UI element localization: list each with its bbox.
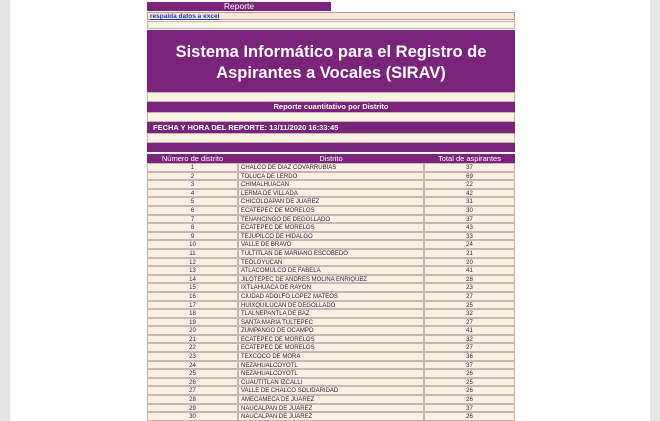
- total-cell: 26: [424, 369, 515, 378]
- table-row: [147, 412, 515, 421]
- district-number-cell: 14: [147, 275, 238, 284]
- total-cell: 31: [424, 197, 515, 206]
- table-row: [147, 258, 515, 267]
- total-cell: 25: [424, 301, 515, 310]
- report-subtitle: Reporte cuantitativo por Distrito: [147, 102, 515, 112]
- total-cell: 69: [424, 172, 515, 181]
- district-name-cell: NAUCALPAN DE JUAREZ: [238, 404, 424, 413]
- district-name-cell: NEZAHUALCOYOTL: [238, 369, 424, 378]
- total-cell: 21: [424, 249, 515, 258]
- table-row: [147, 163, 515, 172]
- district-name-cell: ZUMPANGO DE OCAMPO: [238, 326, 424, 335]
- total-cell: 33: [424, 232, 515, 241]
- district-name-cell: ECATEPEC DE MORELOS: [238, 335, 424, 344]
- banner-title-line1: Sistema Informático para el Registro de: [175, 43, 487, 61]
- spacer-row: [147, 92, 515, 102]
- district-number-cell: 8: [147, 223, 238, 232]
- district-number-cell: 28: [147, 395, 238, 404]
- table-body: [147, 163, 515, 421]
- table-row: [147, 240, 515, 249]
- district-number-cell: 10: [147, 240, 238, 249]
- district-number-cell: 3: [147, 180, 238, 189]
- spacer-row: [147, 112, 515, 122]
- district-name-cell: TOLUCA DE LERDO: [238, 172, 424, 181]
- table-row: [147, 189, 515, 198]
- district-number-cell: 11: [147, 249, 238, 258]
- table-row: [147, 352, 515, 361]
- district-number-cell: 16: [147, 292, 238, 301]
- district-name-cell: AMECAMECA DE JUAREZ: [238, 395, 424, 404]
- header-district: Distrito: [319, 154, 343, 163]
- total-cell: 30: [424, 206, 515, 215]
- district-name-cell: VALLE DE BRAVO: [238, 240, 424, 249]
- total-cell: 37: [424, 404, 515, 413]
- banner-title-line2: Aspirantes a Vocales (SIRAV): [216, 64, 446, 82]
- district-number-cell: 26: [147, 378, 238, 387]
- total-cell: 41: [424, 266, 515, 275]
- district-name-cell: SANTA MARIA TULTEPEC: [238, 318, 424, 327]
- district-name-cell: LERMA DE VILLADA: [238, 189, 424, 198]
- total-cell: 22: [424, 180, 515, 189]
- table-row: [147, 404, 515, 413]
- table-row: [147, 266, 515, 275]
- district-name-cell: JILOTEPEC DE ANDRES MOLINA ENRIQUEZ: [238, 275, 424, 284]
- district-name-cell: TEJUPILCO DE HIDALGO: [238, 232, 424, 241]
- total-cell: 37: [424, 163, 515, 172]
- report-tab[interactable]: Reporte: [147, 2, 331, 11]
- table-row: [147, 180, 515, 189]
- table-row: [147, 309, 515, 318]
- district-table: [147, 154, 515, 421]
- table-row: [147, 386, 515, 395]
- table-header: [147, 154, 515, 163]
- table-row: [147, 215, 515, 224]
- total-cell: 28: [424, 275, 515, 284]
- district-number-cell: 17: [147, 301, 238, 310]
- district-number-cell: 30: [147, 412, 238, 421]
- total-cell: 26: [424, 395, 515, 404]
- district-number-cell: 29: [147, 404, 238, 413]
- district-number-cell: 24: [147, 361, 238, 370]
- district-number-cell: 6: [147, 206, 238, 215]
- district-name-cell: CHICOLOAPAN DE JUAREZ: [238, 197, 424, 206]
- district-number-cell: 20: [147, 326, 238, 335]
- table-row: [147, 283, 515, 292]
- total-cell: 27: [424, 318, 515, 327]
- report-datetime: FECHA Y HORA DEL REPORTE: 13/11/2020 16:33:45: [147, 122, 515, 133]
- table-row: [147, 343, 515, 352]
- table-row: [147, 249, 515, 258]
- total-cell: 36: [424, 352, 515, 361]
- total-cell: 32: [424, 335, 515, 344]
- district-name-cell: NEZAHUALCOYOTL: [238, 361, 424, 370]
- header-strip: [147, 143, 515, 152]
- district-name-cell: CHIMALHUACAN: [238, 180, 424, 189]
- total-cell: 24: [424, 240, 515, 249]
- table-row: [147, 318, 515, 327]
- report-page: [10, 0, 650, 421]
- table-row: [147, 232, 515, 241]
- district-name-cell: TEXCOCO DE MORA: [238, 352, 424, 361]
- district-name-cell: CUAUTITLAN IZCALLI: [238, 378, 424, 387]
- total-cell: 26: [424, 412, 515, 421]
- total-cell: 26: [424, 386, 515, 395]
- table-row: [147, 378, 515, 387]
- header-district-number: Número de distrito: [161, 154, 224, 163]
- district-name-cell: ECATEPEC DE MORELOS: [238, 223, 424, 232]
- district-number-cell: 4: [147, 189, 238, 198]
- table-row: [147, 172, 515, 181]
- district-name-cell: HUIXQUILUCAN DE DEGOLLADO: [238, 301, 424, 310]
- district-name-cell: ATLACOMULCO DE FABELA: [238, 266, 424, 275]
- district-name-cell: IXTLAHUACA DE RAYON: [238, 283, 424, 292]
- district-number-cell: 9: [147, 232, 238, 241]
- district-name-cell: ECATEPEC DE MORELOS: [238, 206, 424, 215]
- district-number-cell: 21: [147, 335, 238, 344]
- total-cell: 37: [424, 215, 515, 224]
- spacer-row: [147, 21, 515, 29]
- district-number-cell: 15: [147, 283, 238, 292]
- table-row: [147, 395, 515, 404]
- system-banner: [147, 30, 515, 92]
- district-number-cell: 25: [147, 369, 238, 378]
- district-number-cell: 22: [147, 343, 238, 352]
- spacer-row: [147, 133, 515, 143]
- district-number-cell: 27: [147, 386, 238, 395]
- district-name-cell: TEOLOYUCAN: [238, 258, 424, 267]
- table-row: [147, 361, 515, 370]
- export-bar: [147, 12, 515, 20]
- district-name-cell: NAUCALPAN DE JUAREZ: [238, 412, 424, 421]
- export-excel-link[interactable]: respalda datos a excel: [150, 13, 220, 20]
- table-row: [147, 197, 515, 206]
- district-name-cell: CIUDAD ADOLFO LOPEZ MATEOS: [238, 292, 424, 301]
- district-name-cell: ECATEPEC DE MORELOS: [238, 343, 424, 352]
- table-row: [147, 326, 515, 335]
- district-name-cell: TLALNEPANTLA DE BAZ: [238, 309, 424, 318]
- total-cell: 23: [424, 283, 515, 292]
- header-total: Total de aspirantes: [438, 154, 501, 163]
- district-number-cell: 1: [147, 163, 238, 172]
- district-number-cell: 18: [147, 309, 238, 318]
- district-number-cell: 12: [147, 258, 238, 267]
- table-row: [147, 335, 515, 344]
- table-row: [147, 369, 515, 378]
- total-cell: 27: [424, 343, 515, 352]
- table-row: [147, 206, 515, 215]
- district-name-cell: TENANCINGO DE DEGOLLADO: [238, 215, 424, 224]
- district-name-cell: TULTITLAN DE MARIANO ESCOBEDO: [238, 249, 424, 258]
- total-cell: 32: [424, 309, 515, 318]
- total-cell: 27: [424, 292, 515, 301]
- table-row: [147, 301, 515, 310]
- table-row: [147, 275, 515, 284]
- total-cell: 42: [424, 189, 515, 198]
- district-name-cell: CHALCO DE DIAZ COVARRUBIAS: [238, 163, 424, 172]
- table-row: [147, 223, 515, 232]
- district-number-cell: 23: [147, 352, 238, 361]
- district-number-cell: 19: [147, 318, 238, 327]
- district-name-cell: VALLE DE CHALCO SOLIDARIDAD: [238, 386, 424, 395]
- district-number-cell: 7: [147, 215, 238, 224]
- table-row: [147, 292, 515, 301]
- total-cell: 37: [424, 361, 515, 370]
- total-cell: 25: [424, 378, 515, 387]
- total-cell: 43: [424, 223, 515, 232]
- district-number-cell: 2: [147, 172, 238, 181]
- total-cell: 41: [424, 326, 515, 335]
- district-number-cell: 13: [147, 266, 238, 275]
- district-number-cell: 5: [147, 197, 238, 206]
- total-cell: 20: [424, 258, 515, 267]
